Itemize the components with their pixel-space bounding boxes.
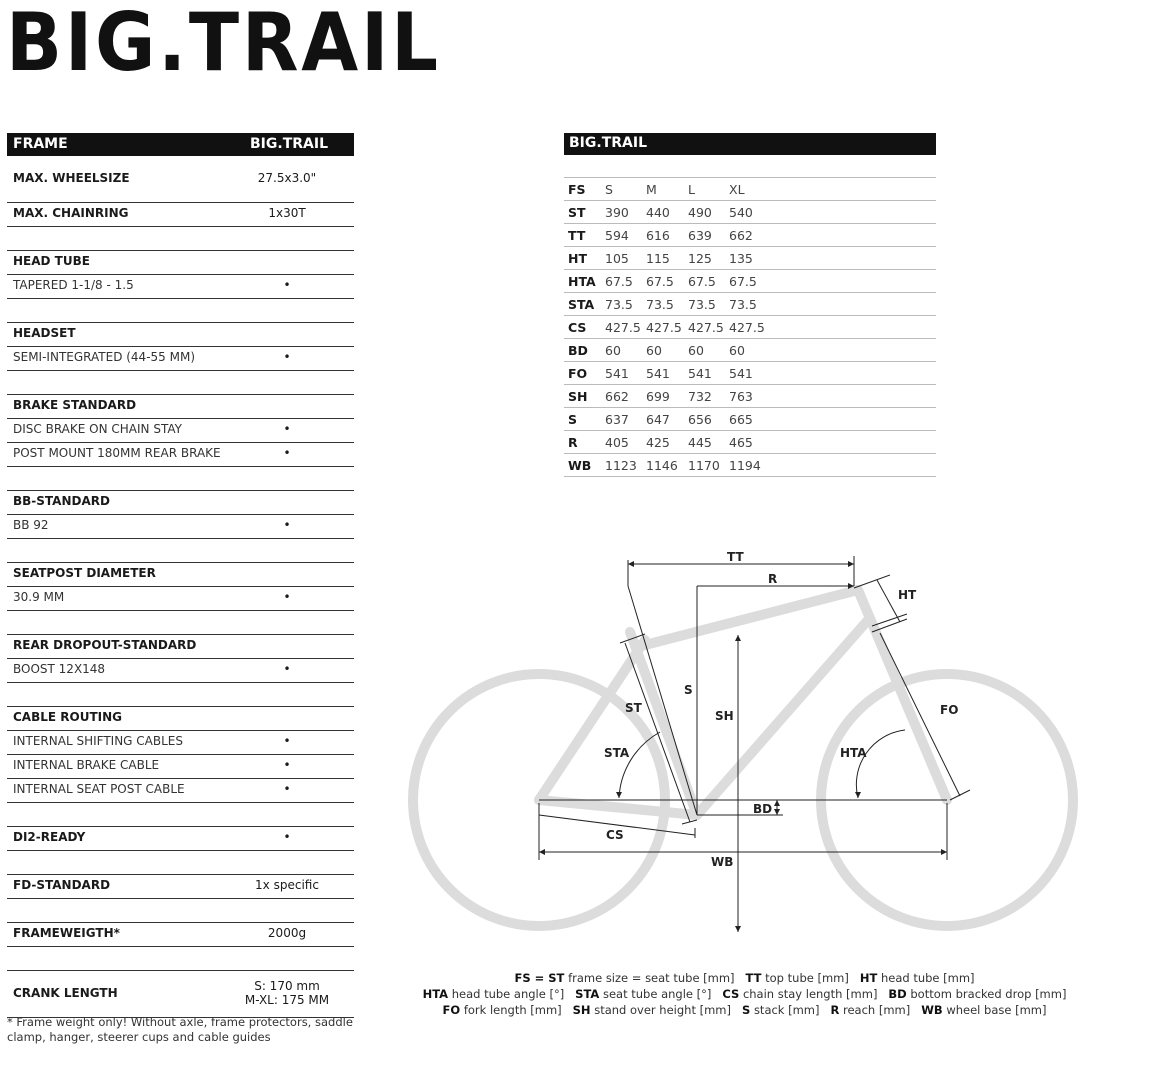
label-r: R [768, 572, 778, 586]
spec-label: POST MOUNT 180MM REAR BRAKE [13, 446, 221, 460]
geometry-value-xl: 540 [729, 205, 753, 220]
spec-value: • [283, 662, 291, 676]
geometry-value-s: 73.5 [605, 297, 633, 312]
geometry-value-s: 594 [605, 228, 629, 243]
geometry-value-s: 60 [605, 343, 621, 358]
geometry-value-m: 427.5 [646, 320, 682, 335]
spec-label: CRANK LENGTH [13, 985, 118, 1000]
geometry-value-m: 616 [646, 228, 670, 243]
model-header-label: BIG.TRAIL [250, 136, 328, 152]
spec-value: • [283, 422, 291, 436]
geometry-key: TT [568, 228, 586, 243]
geometry-key: S [568, 412, 578, 427]
spec-label: INTERNAL SEAT POST CABLE [13, 782, 185, 796]
geometry-value-s: 105 [605, 251, 629, 266]
legend-desc: head tube [mm] [880, 971, 975, 985]
label-cs: CS [606, 828, 624, 842]
geometry-value-m: 647 [646, 412, 670, 427]
geometry-value-l: 541 [688, 366, 712, 381]
spec-label: BB-STANDARD [13, 494, 110, 508]
label-st: ST [625, 701, 642, 715]
spec-label: REAR DROPOUT-STANDARD [13, 638, 197, 652]
geometry-key: SH [568, 389, 588, 404]
spec-value: • [283, 782, 291, 796]
geometry-value-s: 67.5 [605, 274, 633, 289]
legend-abbr: FO [442, 1003, 461, 1017]
label-fo: FO [940, 703, 959, 717]
spec-value-line: S: 170 mm [254, 979, 320, 993]
geometry-value-xl: 427.5 [729, 320, 765, 335]
spec-value: • [283, 446, 291, 460]
spec-value: • [283, 830, 291, 844]
geometry-value-s: 427.5 [605, 320, 641, 335]
spec-label: MAX. WHEELSIZE [13, 170, 130, 185]
spec-label: TAPERED 1-1/8 - 1.5 [13, 278, 134, 292]
legend-desc: head tube angle [°] [451, 987, 565, 1001]
geometry-value-m: 67.5 [646, 274, 674, 289]
geometry-value-m: 425 [646, 435, 670, 450]
geometry-value-l: 656 [688, 412, 712, 427]
geometry-value-s: 541 [605, 366, 629, 381]
geometry-value-s: 390 [605, 205, 629, 220]
spec-value: • [283, 350, 291, 364]
geometry-value-xl: 541 [729, 366, 753, 381]
legend-abbr: R [830, 1003, 840, 1017]
legend-desc: seat tube angle [°] [602, 987, 712, 1001]
geometry-value-m: 440 [646, 205, 670, 220]
label-bd: BD [753, 802, 773, 816]
geometry-value-xl: 665 [729, 412, 753, 427]
label-tt: TT [727, 550, 744, 564]
spec-label: MAX. CHAINRING [13, 206, 129, 220]
geometry-value-xl: 60 [729, 343, 745, 358]
legend-desc: bottom bracked drop [mm] [910, 987, 1067, 1001]
frame-header-label: FRAME [13, 136, 68, 152]
label-s: S [684, 683, 693, 697]
geometry-value-m: M [646, 182, 657, 197]
legend-desc: reach [mm] [843, 1003, 911, 1017]
geometry-key: CS [568, 320, 587, 335]
geometry-value-l: 490 [688, 205, 712, 220]
legend-abbr: HT [859, 971, 878, 985]
geometry-value-xl: XL [729, 182, 745, 197]
geometry-value-m: 1146 [646, 458, 678, 473]
legend-desc: fork length [mm] [463, 1003, 562, 1017]
legend-abbr: S [741, 1003, 751, 1017]
geometry-value-s: 405 [605, 435, 629, 450]
legend-desc: stand over height [mm] [594, 1003, 732, 1017]
spec-value: 1x30T [268, 206, 306, 220]
label-sta: STA [604, 746, 630, 760]
legend-desc: top tube [mm] [765, 971, 849, 985]
spec-value-line: M-XL: 175 MM [244, 993, 330, 1007]
legend-line-2 [420, 986, 1080, 1002]
geometry-key: R [568, 435, 578, 450]
legend-desc: stack [mm] [753, 1003, 820, 1017]
label-ht: HT [898, 588, 917, 602]
geometry-key: HTA [568, 274, 596, 289]
geometry-header-label: BIG.TRAIL [569, 135, 647, 151]
legend-line-1 [420, 970, 1080, 986]
geometry-value-l: 639 [688, 228, 712, 243]
geometry-key: FO [568, 366, 588, 381]
geometry-legend [420, 970, 1080, 1018]
geometry-value-s: 637 [605, 412, 629, 427]
bike-frame [539, 590, 947, 815]
legend-abbr: CS [722, 987, 740, 1001]
legend-abbr: WB [921, 1003, 943, 1017]
geometry-value-m: 73.5 [646, 297, 674, 312]
legend-abbr: TT [745, 971, 762, 985]
spec-value: • [283, 758, 291, 772]
spec-label: CABLE ROUTING [13, 710, 122, 724]
geometry-value-l: L [688, 182, 695, 197]
geometry-value-l: 1170 [688, 458, 720, 473]
spec-label: BRAKE STANDARD [13, 398, 137, 412]
geometry-value-xl: 662 [729, 228, 753, 243]
spec-label: SEATPOST DIAMETER [13, 566, 156, 580]
label-sh: SH [715, 709, 734, 723]
legend-desc: frame size = seat tube [mm] [568, 971, 735, 985]
spec-label: DISC BRAKE ON CHAIN STAY [13, 422, 182, 436]
page-title: BIG.TRAIL [6, 0, 441, 89]
geometry-value-s: 662 [605, 389, 629, 404]
spec-label: 30.9 MM [13, 590, 65, 604]
geometry-value-m: 699 [646, 389, 670, 404]
spec-label: SEMI-INTEGRATED (44-55 MM) [13, 350, 195, 364]
spec-value: • [283, 734, 291, 748]
spec-label: HEADSET [13, 326, 76, 340]
geometry-value-l: 67.5 [688, 274, 716, 289]
legend-desc: chain stay length [mm] [742, 987, 878, 1001]
geometry-value-xl: 1194 [729, 458, 761, 473]
legend-desc: wheel base [mm] [946, 1003, 1047, 1017]
spec-label: FRAMEWEIGTH* [13, 926, 120, 940]
geometry-value-l: 73.5 [688, 297, 716, 312]
spec-label: BOOST 12X148 [13, 662, 106, 676]
geometry-value-xl: 67.5 [729, 274, 757, 289]
footnote: * Frame weight only! Without axle, frame protectors, saddle clamp, hanger, steerer cups and cable guides [7, 1015, 353, 1044]
spec-value: 2000g [267, 926, 307, 940]
geometry-value-xl: 465 [729, 435, 753, 450]
geometry-value-xl: 135 [729, 251, 753, 266]
geometry-value-xl: 73.5 [729, 297, 757, 312]
geometry-key: FS [568, 182, 586, 197]
spec-value: 1x specific [255, 878, 319, 892]
geometry-value-l: 445 [688, 435, 712, 450]
spec-label: FD-STANDARD [13, 878, 111, 892]
geometry-value-l: 125 [688, 251, 712, 266]
geometry-value-l: 732 [688, 389, 712, 404]
spec-value: • [283, 518, 291, 532]
geometry-value-m: 541 [646, 366, 670, 381]
legend-abbr: SH [572, 1003, 591, 1017]
geometry-value-m: 60 [646, 343, 662, 358]
legend-line-3 [420, 1002, 1080, 1018]
geometry-value-s: S [605, 182, 613, 197]
geometry-value-l: 427.5 [688, 320, 724, 335]
geometry-key: WB [568, 458, 592, 473]
spec-value: 27.5x3.0" [257, 170, 317, 185]
geometry-value-l: 60 [688, 343, 704, 358]
spec-label: DI2-READY [13, 830, 86, 844]
geometry-value-xl: 763 [729, 389, 753, 404]
spec-value: • [283, 590, 291, 604]
geometry-key: ST [568, 205, 586, 220]
label-hta: HTA [840, 746, 867, 760]
label-wb: WB [711, 855, 734, 869]
spec-value: • [283, 278, 291, 292]
spec-label: BB 92 [13, 518, 49, 532]
legend-abbr: BD [888, 987, 907, 1001]
spec-label: INTERNAL SHIFTING CABLES [13, 734, 183, 748]
geometry-key: STA [568, 297, 595, 312]
legend-abbr: HTA [422, 987, 449, 1001]
spec-label: INTERNAL BRAKE CABLE [13, 758, 160, 772]
geometry-key: BD [568, 343, 588, 358]
geometry-key: HT [568, 251, 587, 266]
legend-abbr: FS = ST [514, 971, 565, 985]
legend-abbr: STA [575, 987, 600, 1001]
spec-label: HEAD TUBE [13, 254, 90, 268]
geometry-value-s: 1123 [605, 458, 637, 473]
geometry-value-m: 115 [646, 251, 670, 266]
